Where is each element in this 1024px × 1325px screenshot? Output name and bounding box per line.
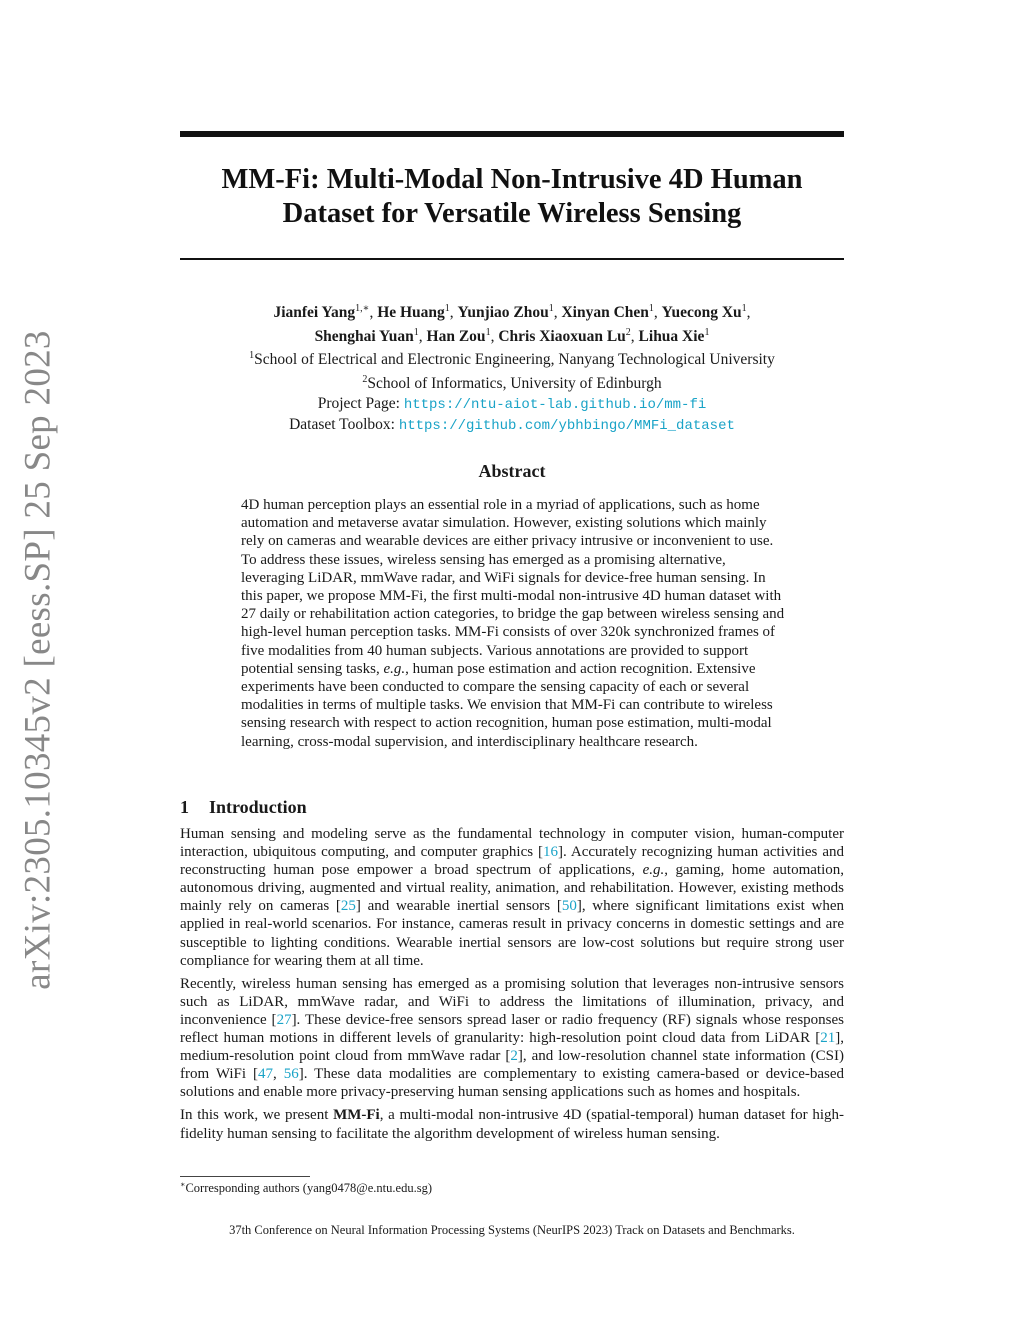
author-name: Lihua Xie xyxy=(638,327,705,345)
affiliation-1: $^1$School of Electrical and Electronic Engineering, Nanyang Technological University xyxy=(249,350,775,369)
dataset-toolbox-label: Dataset Toolbox: xyxy=(289,416,399,434)
project-page xyxy=(180,394,844,416)
footnote-rule xyxy=(180,1176,310,1177)
author-affil-mark: 2 xyxy=(625,326,631,338)
section-number: 1 xyxy=(180,797,189,817)
citation-link[interactable]: 27 xyxy=(276,1011,292,1028)
abstract-heading: Abstract xyxy=(478,461,546,481)
author-name: Jianfei Yang xyxy=(273,304,356,322)
section-heading xyxy=(180,797,307,818)
venue-footer: 37th Conference on Neural Information Processing Systems (NeurIPS 2023) Track on Datasets and Benchmarks. xyxy=(229,1223,795,1237)
author-affil-mark: 1 xyxy=(648,303,654,314)
introduction-body xyxy=(180,825,844,1148)
paragraph: Human sensing and modeling serve as the fundamental technology in computer vision, human-computer interaction, ubiquitous computing, and computer graphics [16]. Accurately recognizing human activities and reconstructing human pose empower a broad spectrum of applications, e.g., gaming, home automation, autonomous driving, augmented and virtual reality, animation, and rehabilitation. However, existing methods mainly rely on cameras [25] and wearable inertial sensors [50], where significant limitations exist when applied in real-world scenarios. For instance, cameras result in privacy concerns in domestic settings and are susceptible to lighting conditions. Wearable inertial sensors are low-cost solutions but require strong user compliance for wearing them at all time. xyxy=(180,826,845,969)
project-page-link[interactable]: https://ntu-aiot-lab.github.io/mm-fi xyxy=(403,396,707,413)
paragraph: In this work, we present MM-Fi, a multi-modal non-intrusive 4D (spatial-temporal) human dataset for high-fidelity human sensing to facilitate the algorithm development of wireless human sensing. xyxy=(180,1107,844,1142)
title-rule-top xyxy=(180,131,844,137)
citation-link[interactable]: 21 xyxy=(820,1030,836,1047)
author-name: Han Zou xyxy=(426,327,486,345)
author-name: Yuecong Xu xyxy=(661,304,742,322)
author-name: Xinyan Chen xyxy=(561,304,649,322)
author-affil-mark: 1 xyxy=(704,326,710,338)
title-line-2: Dataset for Versatile Wireless Sensing xyxy=(282,198,742,229)
footnote: ∗Corresponding authors (yang0478@e.ntu.edu.sg) xyxy=(180,1180,432,1196)
affiliation-2: $^2$School of Informatics, University of Edinburgh xyxy=(362,373,662,393)
citation-link[interactable]: 50 xyxy=(561,898,577,915)
author-name: He Huang xyxy=(377,304,445,322)
author-name: Chris Xiaoxuan Lu xyxy=(498,327,626,345)
author-affil-mark: 1 xyxy=(548,303,554,314)
section-title: Introduction xyxy=(209,797,307,817)
citation-link[interactable]: 47 xyxy=(258,1066,274,1083)
title-rule-bottom xyxy=(180,258,844,260)
author-affil-mark: 1 xyxy=(413,326,419,338)
author-affil-mark: 1 xyxy=(485,326,491,338)
title-line-1: MM-Fi: Multi-Modal Non-Intrusive 4D Human xyxy=(221,164,803,195)
author-name: Yunjiao Zhou xyxy=(457,304,549,322)
author-block xyxy=(180,299,844,437)
author-affil-mark: 1,∗ xyxy=(355,303,370,314)
project-page-label: Project Page: xyxy=(317,394,404,412)
abstract-body: 4D human perception plays an essential role in a myriad of applications, such as home automation and metaverse avatar simulation. However, existing solutions which mainly rely on cameras and wearable devices are either privacy intrusive or inconvenient to use. To address these issues, wireless sensing has emerged as a promising alternative, leveraging LiDAR, mmWave radar, and WiFi signals for device-free human sensing. In this paper, we propose MM-Fi, the first multi-modal non-intrusive 4D human dataset with 27 daily or rehabilitation action categories, to bridge the gap between wireless sensing and high-level human perception tasks. MM-Fi consists of over 320k synchronized frames of five modalities from 40 human subjects. Various annotations are provided to support potential sensing tasks, e.g., human pose estimation and action recognition. Extensive experiments have been conducted to compare the sensing capacity of each or several modalities in terms of multiple tasks. We envision that MM-Fi can contribute to wireless sensing research with respect to action recognition, human pose estimation, multi-modal learning, cross-modal supervision, and interdisciplinary healthcare research. xyxy=(241,497,785,750)
dataset-toolbox xyxy=(180,415,844,437)
author-affil-mark: 1 xyxy=(741,303,747,314)
author-affil-mark: 1 xyxy=(444,303,450,314)
citation-link[interactable]: 25 xyxy=(340,898,356,915)
author-name: Shenghai Yuan xyxy=(314,327,414,345)
paragraph: Recently, wireless human sensing has emerged as a promising solution that leverages non-intrusive sensors such as LiDAR, mmWave radar, and WiFi to address the limitations of illumination, privacy, and inconvenience [27]. These device-free sensors spread laser or radio frequency (RF) signals whose responses reflect human motions in different levels of granularity: high-resolution point cloud data from LiDAR [21], medium-resolution point cloud from mmWave radar [2], and low-resolution channel state information (CSI) from WiFi [47, 56]. These data modalities are complementary to existing camera-based or device-based solutions and enable more privacy-preserving human sensing applications such as homes and hospitals. xyxy=(180,975,845,1101)
author-line-2: Shenghai Yuan$^1$, Han Zou$^1$, Chris Xiaoxuan Lu$^2$, Lihua Xie$^1$ xyxy=(314,326,710,345)
citation-link[interactable]: 56 xyxy=(283,1066,299,1083)
author-line-1: Jianfei Yang$^{1,∗}$, He Huang$^1$, Yunjiao Zhou$^1$, Xinyan Chen$^1$, Yuecong Xu$^1$, xyxy=(273,303,751,322)
paper-title xyxy=(180,163,844,231)
citation-link[interactable]: 16 xyxy=(543,844,559,861)
citation-link[interactable]: 2 xyxy=(510,1048,518,1065)
arxiv-stamp-text: arXiv:2305.10345v2 [eess.SP] 25 Sep 2023 xyxy=(17,330,59,990)
dataset-toolbox-link[interactable]: https://github.com/ybhbingo/MMFi_dataset xyxy=(398,418,735,435)
